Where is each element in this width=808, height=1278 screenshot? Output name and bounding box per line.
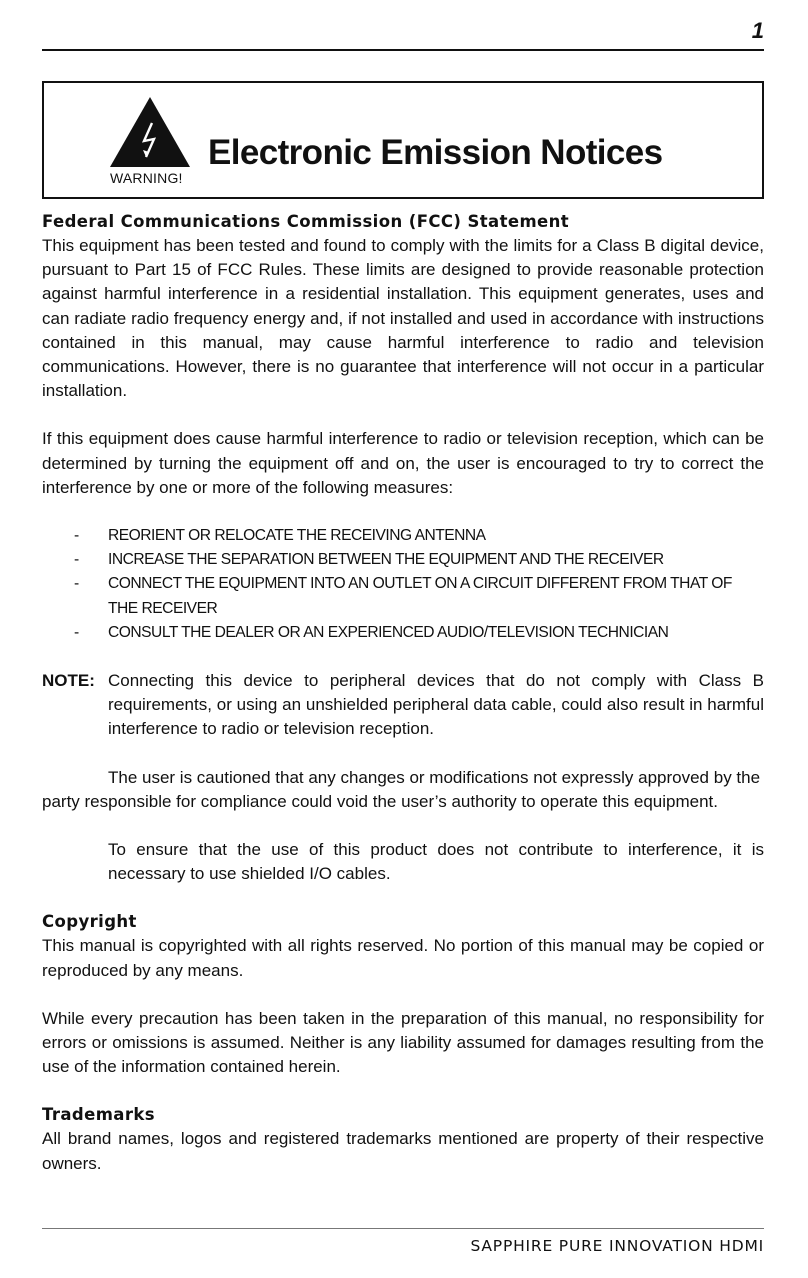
document-body [42, 210, 764, 1176]
list-item: - CONSULT THE DEALER OR AN EXPERIENCED AUDIO/TELEVISION TECHNICIAN [74, 623, 669, 641]
trademarks-heading: Trademarks [42, 1105, 155, 1125]
footer-text: SAPPHIRE PURE INNOVATION HDMI [470, 1237, 764, 1255]
warning-label: WARNING! [110, 170, 183, 186]
fcc-paragraph-1: This equipment has been tested and found to comply with the limits for a Class B digital device, pursuant to Part 15 of FCC Rules. These limits are designed to provide reasonable protection against harmful interference in a residential installation. This equipment generates, uses and can radiate radio frequency energy and, if not installed and used in accordance with instructions contained in this manual, may cause harmful interference to radio and television communications. However, there is no guarantee that interference will not occur in a particular installation. [42, 236, 764, 401]
note-text: Connecting this device to peripheral devices that do not comply with Class B requirements, or using an unshielded peripheral data cable, could also result in harmful interference to radio or television reception. [108, 671, 764, 739]
note-label: NOTE: [42, 671, 95, 691]
title-banner [42, 81, 764, 199]
footer-rule [42, 1228, 764, 1229]
cables-text: To ensure that the use of this product does not contribute to interference, it is necessary to use shielded I/O cables. [108, 840, 764, 884]
trademarks-paragraph: All brand names, logos and registered trademarks mentioned are property of their respective owners. [42, 1129, 764, 1173]
note-block [42, 669, 764, 742]
measures-list [42, 524, 764, 645]
lightning-warning-icon [108, 95, 192, 169]
list-item: - INCREASE THE SEPARATION BETWEEN THE EQUIPMENT AND THE RECEIVER [74, 551, 664, 569]
header-rule [42, 49, 764, 51]
fcc-heading: Federal Communications Commission (FCC) Statement [42, 212, 570, 231]
copyright-paragraph-2: While every precaution has been taken in the preparation of this manual, no responsibility for errors or omissions is assumed. Neither is any liability assumed for damages resulting from the use of the information contained herein. [42, 1008, 764, 1077]
page-title: Electronic Emission Notices [208, 133, 663, 172]
page-number: 1 [751, 18, 764, 43]
caution-text: The user is cautioned that any changes or modifications not expressly approved by the party responsible for compliance could void the user’s authority to operate this equipment. [42, 767, 761, 811]
copyright-paragraph-1: This manual is copyrighted with all rights reserved. No portion of this manual may be copied or reproduced by any means. [42, 936, 764, 980]
fcc-paragraph-2: If this equipment does cause harmful interference to radio or television reception, which can be determined by turning the equipment off and on, the user is encouraged to try to correct the interference by one or more of the following measures: [42, 429, 764, 497]
list-item: - REORIENT OR RELOCATE THE RECEIVING ANTENNA [74, 527, 486, 545]
list-item: - CONNECT THE EQUIPMENT INTO AN OUTLET ON A CIRCUIT DIFFERENT FROM THAT OF THE RECEIVER [74, 575, 732, 617]
copyright-heading: Copyright [42, 912, 137, 932]
